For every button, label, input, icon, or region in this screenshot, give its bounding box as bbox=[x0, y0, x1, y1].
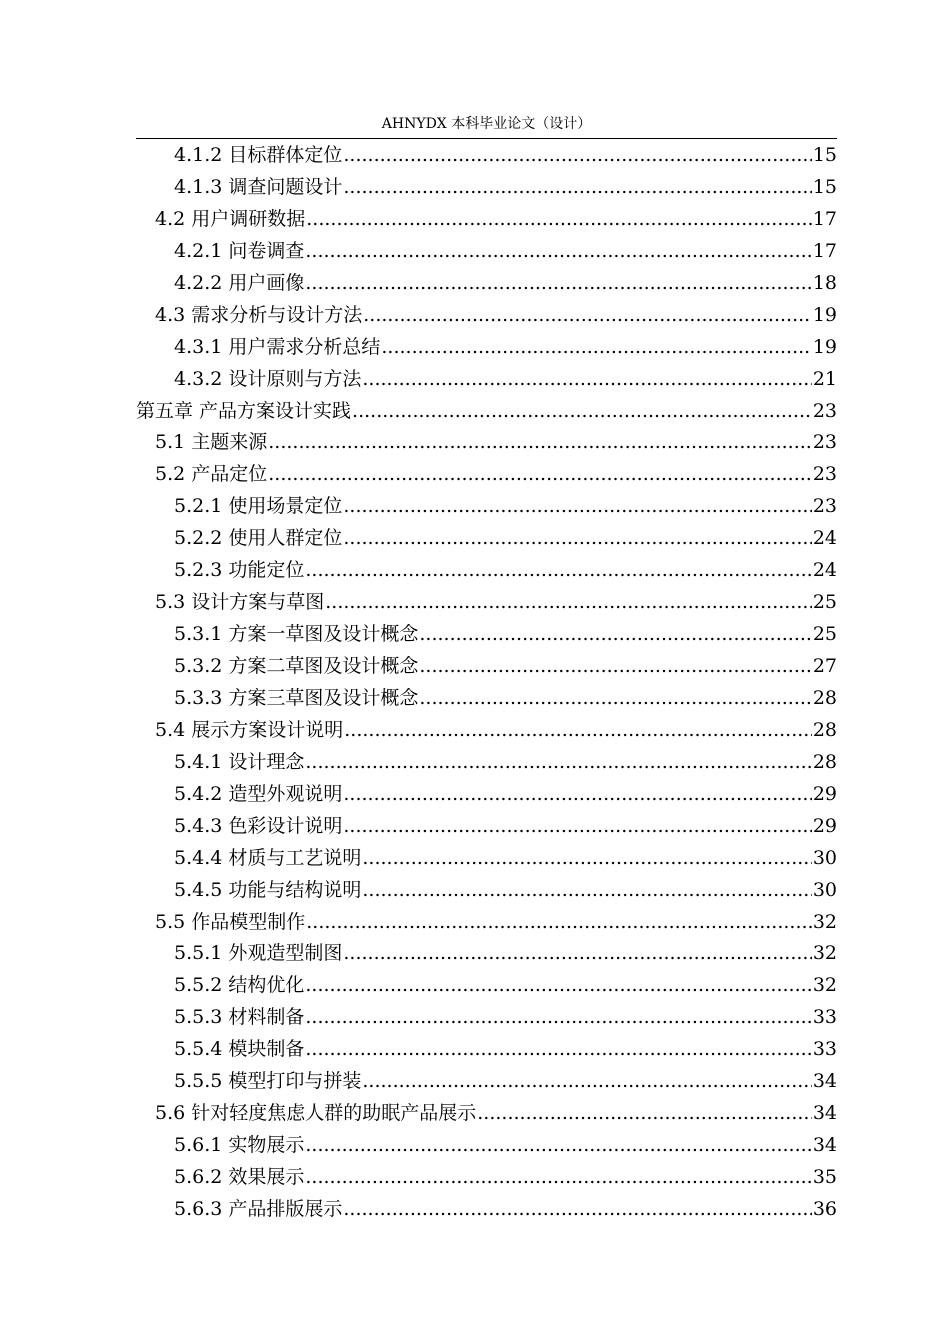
toc-dot-leader bbox=[268, 427, 812, 459]
toc-entry[interactable] bbox=[136, 715, 837, 747]
toc-entry-page-number: 34 bbox=[812, 1102, 837, 1125]
toc-dot-leader bbox=[343, 1194, 811, 1226]
toc-entry[interactable] bbox=[136, 1194, 837, 1226]
toc-entry-title: 4.2.2 用户画像 bbox=[174, 271, 305, 294]
toc-entry-page-number: 29 bbox=[812, 814, 837, 837]
toc-entry-page-number: 33 bbox=[812, 1006, 837, 1029]
toc-entry[interactable] bbox=[136, 268, 837, 300]
toc-dot-leader bbox=[477, 1098, 812, 1130]
toc-dot-leader bbox=[419, 683, 811, 715]
toc-entry-title: 5.4 展示方案设计说明 bbox=[155, 718, 344, 741]
toc-dot-leader bbox=[343, 140, 811, 172]
toc-entry-title: 4.3 需求分析与设计方法 bbox=[155, 303, 363, 326]
toc-entry-title: 5.6 针对轻度焦虑人群的助眠产品展示 bbox=[155, 1102, 477, 1125]
toc-entry[interactable] bbox=[136, 651, 837, 683]
toc-entry[interactable] bbox=[136, 396, 837, 428]
toc-entry-title: 4.3.1 用户需求分析总结 bbox=[174, 335, 381, 358]
toc-entry-title: 5.5.4 模块制备 bbox=[174, 1038, 305, 1061]
toc-entry-page-number: 30 bbox=[812, 846, 837, 869]
toc-entry-title: 5.3.3 方案三草图及设计概念 bbox=[174, 686, 419, 709]
toc-entry[interactable] bbox=[136, 236, 837, 268]
toc-dot-leader bbox=[305, 747, 811, 779]
toc-entry-title: 5.3.1 方案一草图及设计概念 bbox=[174, 623, 419, 646]
toc-entry[interactable] bbox=[136, 970, 837, 1002]
toc-entry-page-number: 17 bbox=[812, 239, 837, 262]
toc-entry-page-number: 36 bbox=[812, 1197, 837, 1220]
toc-entry[interactable] bbox=[136, 1034, 837, 1066]
toc-entry[interactable] bbox=[136, 938, 837, 970]
toc-dot-leader bbox=[305, 970, 811, 1002]
toc-entry-title: 5.5.3 材料制备 bbox=[174, 1006, 305, 1029]
toc-entry-title: 5.4.1 设计理念 bbox=[174, 750, 305, 773]
toc-dot-leader bbox=[325, 587, 812, 619]
toc-dot-leader bbox=[343, 172, 811, 204]
toc-entry-title: 5.5.1 外观造型制图 bbox=[174, 942, 343, 965]
toc-dot-leader bbox=[362, 364, 811, 396]
toc-entry-page-number: 30 bbox=[812, 878, 837, 901]
toc-dot-leader bbox=[305, 1162, 811, 1194]
toc-entry-page-number: 18 bbox=[812, 271, 837, 294]
toc-dot-leader bbox=[343, 779, 811, 811]
toc-dot-leader bbox=[306, 204, 812, 236]
toc-entry-page-number: 32 bbox=[812, 910, 837, 933]
toc-entry-title: 5.4.5 功能与结构说明 bbox=[174, 878, 362, 901]
toc-entry-page-number: 32 bbox=[812, 942, 837, 965]
toc-entry-page-number: 23 bbox=[812, 463, 837, 486]
toc-entry-title: 5.6.2 效果展示 bbox=[174, 1166, 305, 1188]
toc-entry-title: 5.3.2 方案二草图及设计概念 bbox=[174, 655, 419, 677]
toc-dot-leader bbox=[419, 651, 811, 683]
toc-entry-page-number: 28 bbox=[812, 750, 837, 773]
toc-entry-title: 5.3 设计方案与草图 bbox=[155, 591, 325, 614]
toc-entry-page-number: 19 bbox=[812, 335, 837, 358]
toc-entry-page-number: 23 bbox=[812, 495, 837, 518]
toc-dot-leader bbox=[343, 523, 811, 555]
toc-entry[interactable] bbox=[136, 1066, 837, 1098]
toc-dot-leader bbox=[343, 938, 811, 970]
toc-dot-leader bbox=[305, 1034, 811, 1066]
toc-entry-page-number: 34 bbox=[812, 1070, 837, 1093]
toc-entry-page-number: 34 bbox=[812, 1134, 837, 1157]
toc-entry-title: 4.2 用户调研数据 bbox=[155, 207, 306, 230]
toc-entry-page-number: 15 bbox=[812, 175, 837, 198]
toc-entry-title: 5.2 产品定位 bbox=[155, 463, 268, 486]
toc-entry-page-number: 29 bbox=[812, 782, 837, 805]
page-header bbox=[136, 112, 837, 139]
page-header-text: AHNYDX 本科毕业论文（设计） bbox=[381, 116, 592, 132]
toc-entry[interactable] bbox=[136, 459, 837, 491]
toc-entry-title: 4.2.1 问卷调查 bbox=[174, 239, 305, 262]
toc-entry-title: 5.2.2 使用人群定位 bbox=[174, 527, 343, 550]
toc-entry-title: 第五章 产品方案设计实践 bbox=[136, 399, 352, 422]
toc-entry[interactable] bbox=[136, 811, 837, 843]
toc-entry-title: 4.1.2 目标群体定位 bbox=[174, 144, 343, 166]
toc-entry[interactable] bbox=[136, 364, 837, 396]
toc-dot-leader bbox=[268, 459, 812, 491]
toc-entry-title: 5.6.1 实物展示 bbox=[174, 1134, 305, 1157]
toc-entry[interactable] bbox=[136, 140, 837, 172]
toc-dot-leader bbox=[306, 907, 812, 939]
toc-entry-title: 5.4.4 材质与工艺说明 bbox=[174, 846, 362, 869]
toc-entry-page-number: 19 bbox=[812, 303, 837, 326]
toc-entry-page-number: 25 bbox=[812, 623, 837, 646]
toc-entry-title: 5.5 作品模型制作 bbox=[155, 910, 306, 933]
toc-dot-leader bbox=[344, 715, 812, 747]
toc-entry[interactable] bbox=[136, 1098, 837, 1130]
toc-entry-page-number: 27 bbox=[812, 655, 837, 677]
toc-dot-leader bbox=[362, 1066, 811, 1098]
toc-dot-leader bbox=[352, 396, 812, 428]
toc-entry-page-number: 35 bbox=[812, 1166, 837, 1188]
toc-dot-leader bbox=[362, 843, 811, 875]
toc-entry[interactable] bbox=[136, 907, 837, 939]
toc-entry[interactable] bbox=[136, 204, 837, 236]
toc-entry-title: 5.2.1 使用场景定位 bbox=[174, 495, 343, 518]
toc-dot-leader bbox=[305, 268, 811, 300]
toc-entry[interactable] bbox=[136, 843, 837, 875]
toc-entry-page-number: 23 bbox=[812, 431, 837, 454]
toc-entry-page-number: 24 bbox=[812, 559, 837, 582]
toc-entry-title: 4.3.2 设计原则与方法 bbox=[174, 367, 362, 390]
toc-entry-title: 5.2.3 功能定位 bbox=[174, 559, 305, 582]
toc-entry[interactable] bbox=[136, 172, 837, 204]
toc-entry-page-number: 24 bbox=[812, 527, 837, 550]
toc-entry[interactable] bbox=[136, 555, 837, 587]
toc-entry-title: 5.5.5 模型打印与拼装 bbox=[174, 1070, 362, 1093]
toc-entry[interactable] bbox=[136, 1002, 837, 1034]
toc-entry[interactable] bbox=[136, 523, 837, 555]
toc-entry[interactable] bbox=[136, 875, 837, 907]
toc-entry-title: 5.1 主题来源 bbox=[155, 431, 268, 454]
toc-entry-title: 5.4.3 色彩设计说明 bbox=[174, 814, 343, 837]
toc-entry-page-number: 33 bbox=[812, 1038, 837, 1061]
toc-entry-page-number: 17 bbox=[812, 207, 837, 230]
toc-entry[interactable] bbox=[136, 1130, 837, 1162]
toc-dot-leader bbox=[362, 875, 811, 907]
toc-entry[interactable] bbox=[136, 491, 837, 523]
toc-dot-leader bbox=[419, 619, 811, 651]
toc-entry-page-number: 25 bbox=[812, 591, 837, 614]
toc-entry[interactable] bbox=[136, 1162, 837, 1194]
toc-entry[interactable] bbox=[136, 587, 837, 619]
toc-dot-leader bbox=[381, 332, 811, 364]
toc-entry-page-number: 28 bbox=[812, 686, 837, 709]
toc-dot-leader bbox=[363, 300, 812, 332]
table-of-contents bbox=[136, 140, 837, 1226]
toc-entry-title: 5.6.3 产品排版展示 bbox=[174, 1197, 343, 1220]
toc-entry[interactable] bbox=[136, 779, 837, 811]
toc-dot-leader bbox=[305, 555, 811, 587]
toc-entry-title: 5.4.2 造型外观说明 bbox=[174, 782, 343, 805]
toc-entry[interactable] bbox=[136, 332, 837, 364]
toc-entry[interactable] bbox=[136, 619, 837, 651]
toc-entry-page-number: 28 bbox=[812, 718, 837, 741]
toc-entry[interactable] bbox=[136, 683, 837, 715]
toc-dot-leader bbox=[305, 236, 811, 268]
toc-dot-leader bbox=[343, 811, 811, 843]
toc-entry-page-number: 32 bbox=[812, 974, 837, 997]
toc-entry-page-number: 21 bbox=[812, 367, 837, 390]
toc-entry[interactable] bbox=[136, 747, 837, 779]
toc-entry[interactable] bbox=[136, 300, 837, 332]
toc-entry-title: 5.5.2 结构优化 bbox=[174, 974, 305, 997]
toc-entry-page-number: 15 bbox=[812, 144, 837, 166]
toc-dot-leader bbox=[305, 1002, 811, 1034]
toc-dot-leader bbox=[305, 1130, 811, 1162]
toc-entry-page-number: 23 bbox=[812, 399, 837, 422]
toc-entry-title: 4.1.3 调查问题设计 bbox=[174, 175, 343, 198]
toc-entry[interactable] bbox=[136, 427, 837, 459]
toc-dot-leader bbox=[343, 491, 811, 523]
